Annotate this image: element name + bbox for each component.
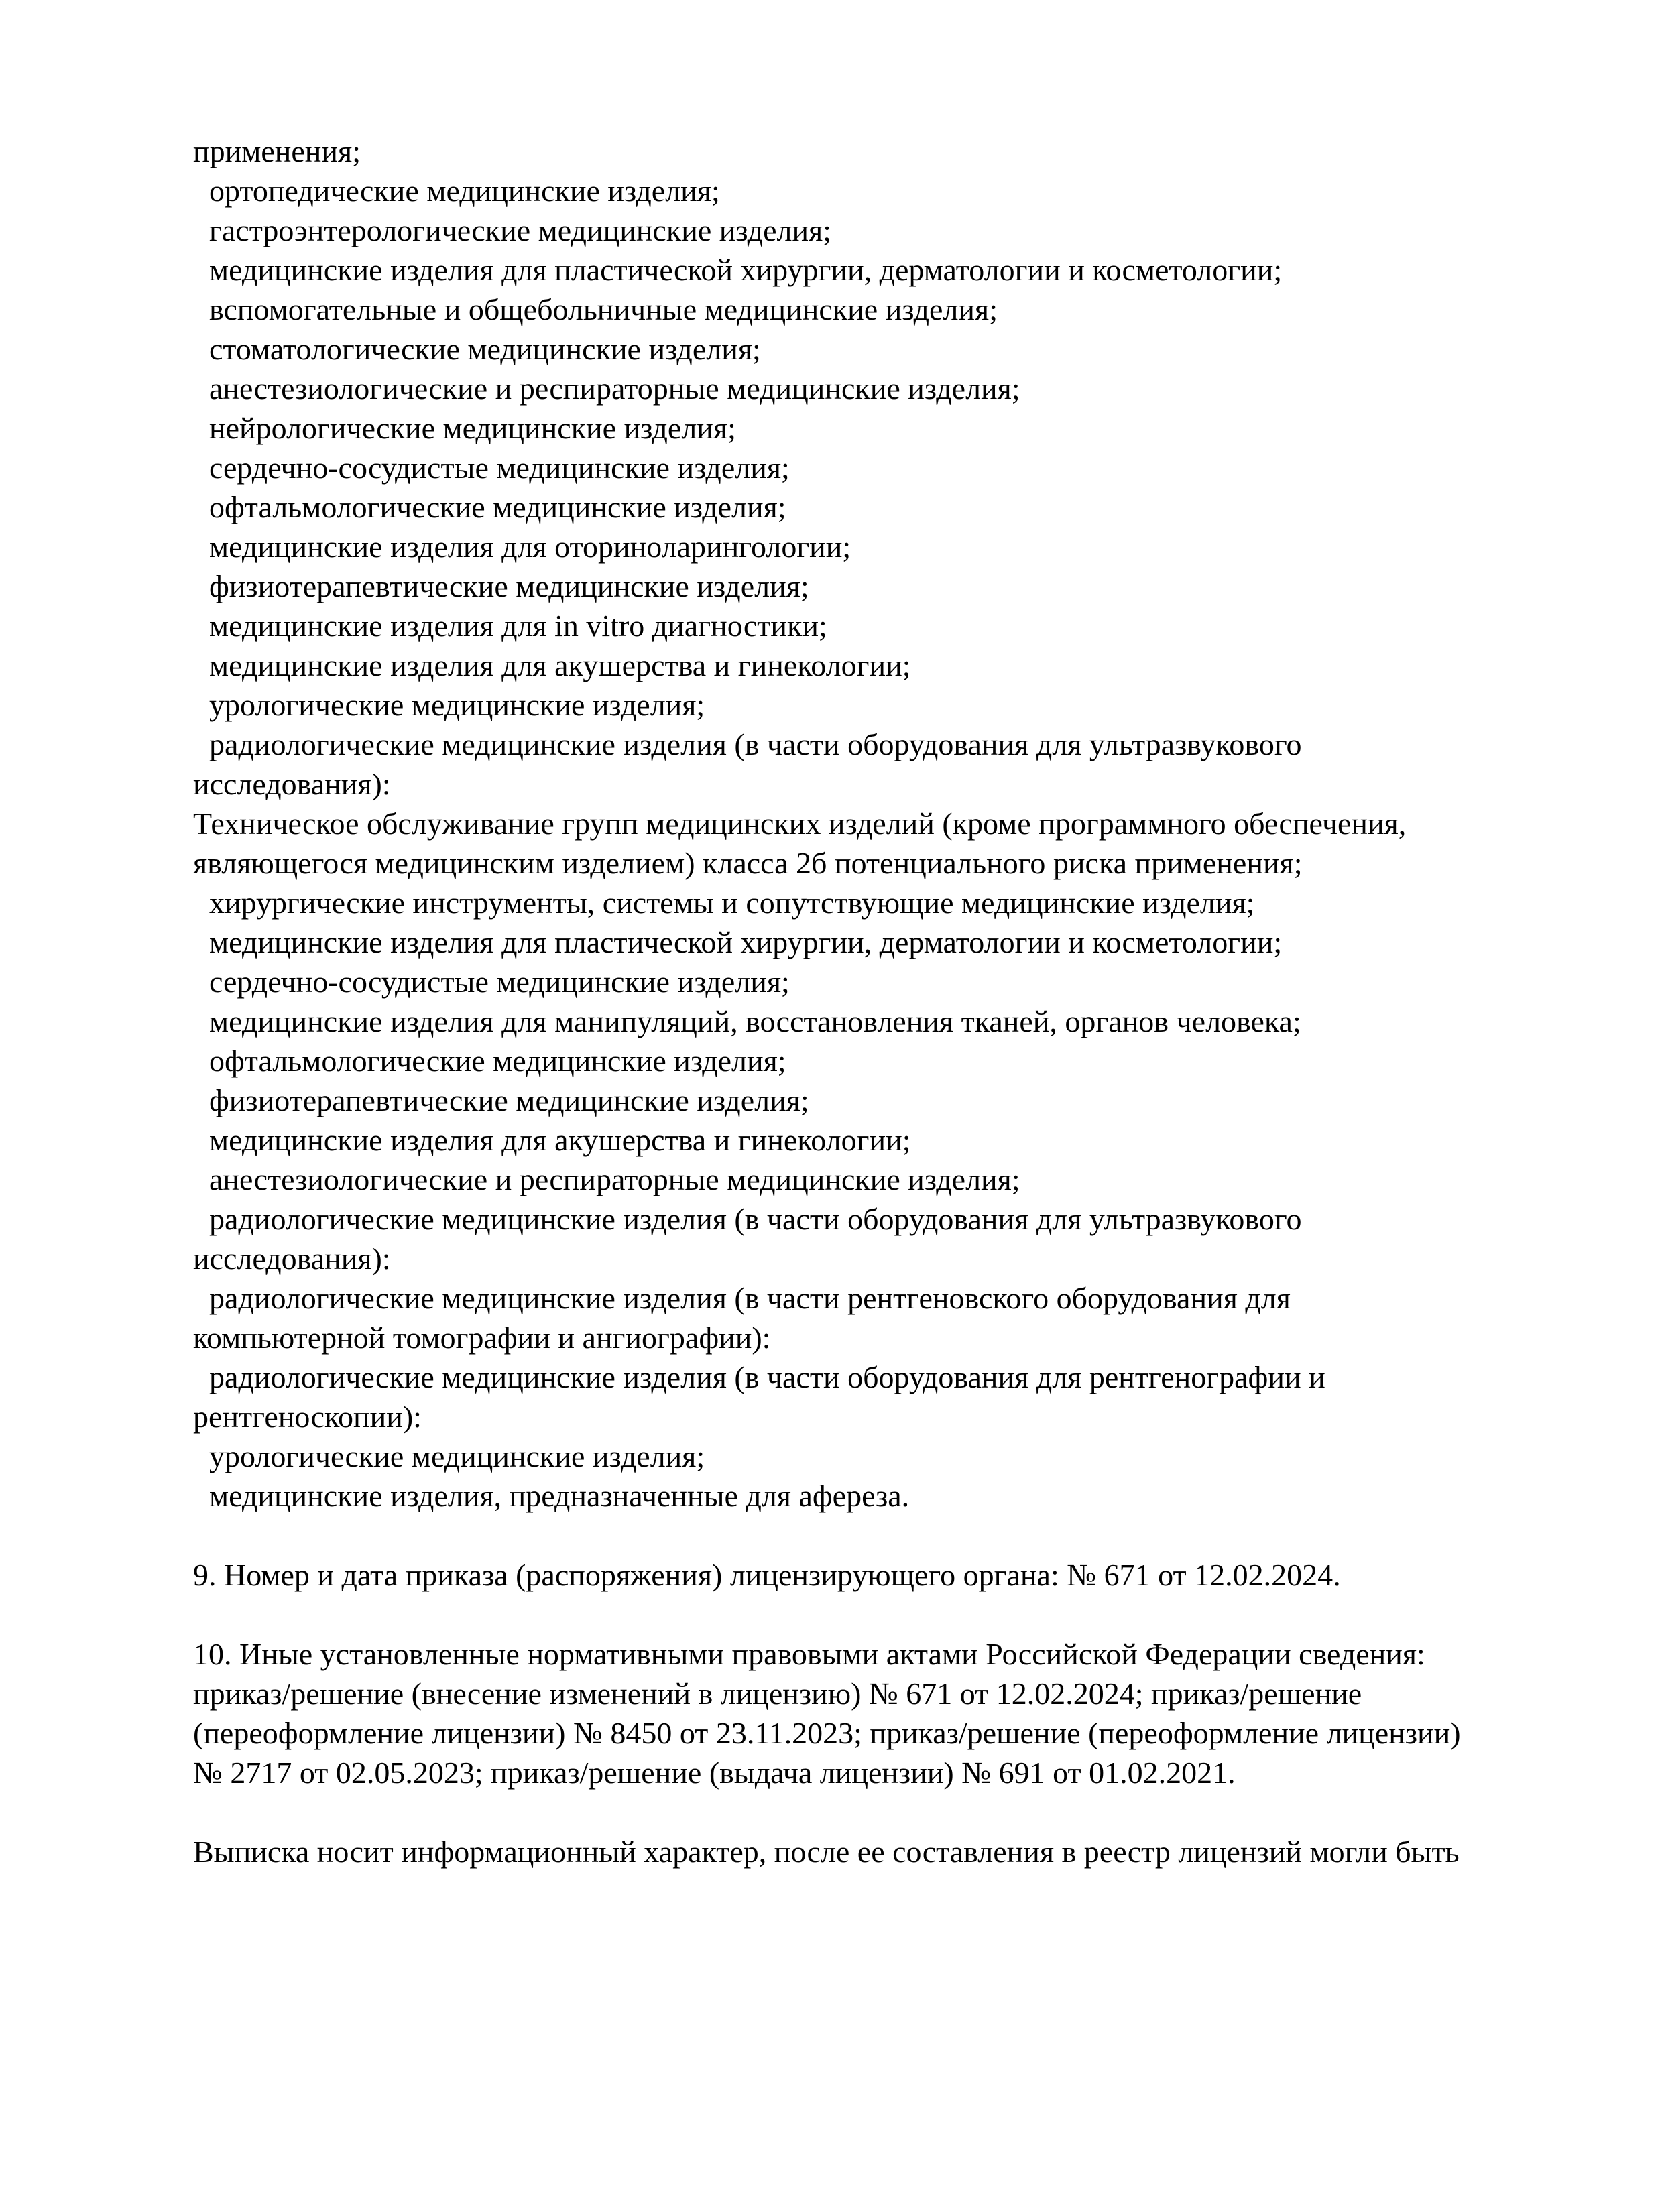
text-line: исследования): xyxy=(193,1241,391,1276)
order-number-paragraph xyxy=(193,1555,1574,1595)
text-line: сердечно-сосудистые медицинские изделия; xyxy=(209,450,790,485)
text-line: № 2717 от 02.05.2023; приказ/решение (выдача лицензии) № 691 от 01.02.2021. xyxy=(193,1756,1236,1790)
paragraph-gap xyxy=(193,1595,1574,1634)
text-line: медицинские изделия для акушерства и гинекологии; xyxy=(209,1123,911,1157)
paragraph-gap xyxy=(193,1516,1574,1555)
text-line: стоматологические медицинские изделия; xyxy=(209,332,761,366)
text-line: анестезиологические и респираторные медицинские изделия; xyxy=(209,371,1020,406)
text-line: медицинские изделия для in vitro диагностики; xyxy=(209,609,827,643)
text-line: медицинские изделия для манипуляций, восстановления тканей, органов человека; xyxy=(209,1004,1301,1038)
paragraph-gap xyxy=(193,1792,1574,1832)
text-line: ортопедические медицинские изделия; xyxy=(209,174,720,208)
text-line: физиотерапевтические медицинские изделия; xyxy=(209,1083,809,1117)
device-groups-list xyxy=(193,131,1574,1516)
text-line: приказ/решение (внесение изменений в лицензию) № 671 от 12.02.2024; приказ/решение xyxy=(193,1676,1362,1711)
text-line: урологические медицинские изделия; xyxy=(209,688,705,722)
text-line: применения; xyxy=(193,134,361,168)
text-line: гастроэнтерологические медицинские изделия; xyxy=(209,213,832,247)
text-line: офтальмологические медицинские изделия; xyxy=(209,490,786,524)
text-line: (переоформление лицензии) № 8450 от 23.11.2023; приказ/решение (переоформление лицензии) xyxy=(193,1716,1461,1750)
text-line: хирургические инструменты, системы и сопутствующие медицинские изделия; xyxy=(209,885,1255,920)
text-line: нейрологические медицинские изделия; xyxy=(209,411,736,445)
other-info-paragraph xyxy=(193,1634,1574,1792)
text-line: Выписка носит информационный характер, после ее составления в реестр лицензий могли быть xyxy=(193,1835,1460,1869)
text-line: 9. Номер и дата приказа (распоряжения) лицензирующего органа: № 671 от 12.02.2024. xyxy=(193,1558,1341,1592)
text-line: исследования): xyxy=(193,767,391,801)
text-line: радиологические медицинские изделия (в части оборудования для ультразвукового xyxy=(209,1202,1302,1236)
text-line: радиологические медицинские изделия (в части рентгеновского оборудования для xyxy=(209,1281,1291,1315)
text-line: радиологические медицинские изделия (в части оборудования для рентгенографии и xyxy=(209,1360,1325,1394)
text-line: анестезиологические и респираторные медицинские изделия; xyxy=(209,1162,1020,1196)
text-line: являющегося медицинским изделием) класса 2б потенциального риска применения; xyxy=(193,846,1303,880)
disclaimer-paragraph xyxy=(193,1832,1574,1871)
document-body xyxy=(193,131,1574,1871)
text-line: вспомогательные и общебольничные медицинские изделия; xyxy=(209,292,998,326)
text-line: рентгеноскопии): xyxy=(193,1400,422,1434)
text-line: Техническое обслуживание групп медицинских изделий (кроме программного обеспечения, xyxy=(193,806,1407,841)
text-line: медицинские изделия для пластической хирургии, дерматологии и косметологии; xyxy=(209,253,1283,287)
text-line: сердечно-сосудистые медицинские изделия; xyxy=(209,965,790,999)
text-line: физиотерапевтические медицинские изделия; xyxy=(209,569,809,603)
text-line: медицинские изделия для оториноларингологии; xyxy=(209,530,851,564)
text-line: медицинские изделия для акушерства и гинекологии; xyxy=(209,648,911,682)
text-line: урологические медицинские изделия; xyxy=(209,1439,705,1473)
text-line: 10. Иные установленные нормативными правовыми актами Российской Федерации сведения: xyxy=(193,1637,1425,1671)
text-line: офтальмологические медицинские изделия; xyxy=(209,1044,786,1078)
text-line: медицинские изделия для пластической хирургии, дерматологии и косметологии; xyxy=(209,925,1283,959)
text-line: радиологические медицинские изделия (в части оборудования для ультразвукового xyxy=(209,727,1302,761)
text-line: компьютерной томографии и ангиографии): xyxy=(193,1320,771,1355)
text-line: медицинские изделия, предназначенные для афереза. xyxy=(209,1479,910,1513)
